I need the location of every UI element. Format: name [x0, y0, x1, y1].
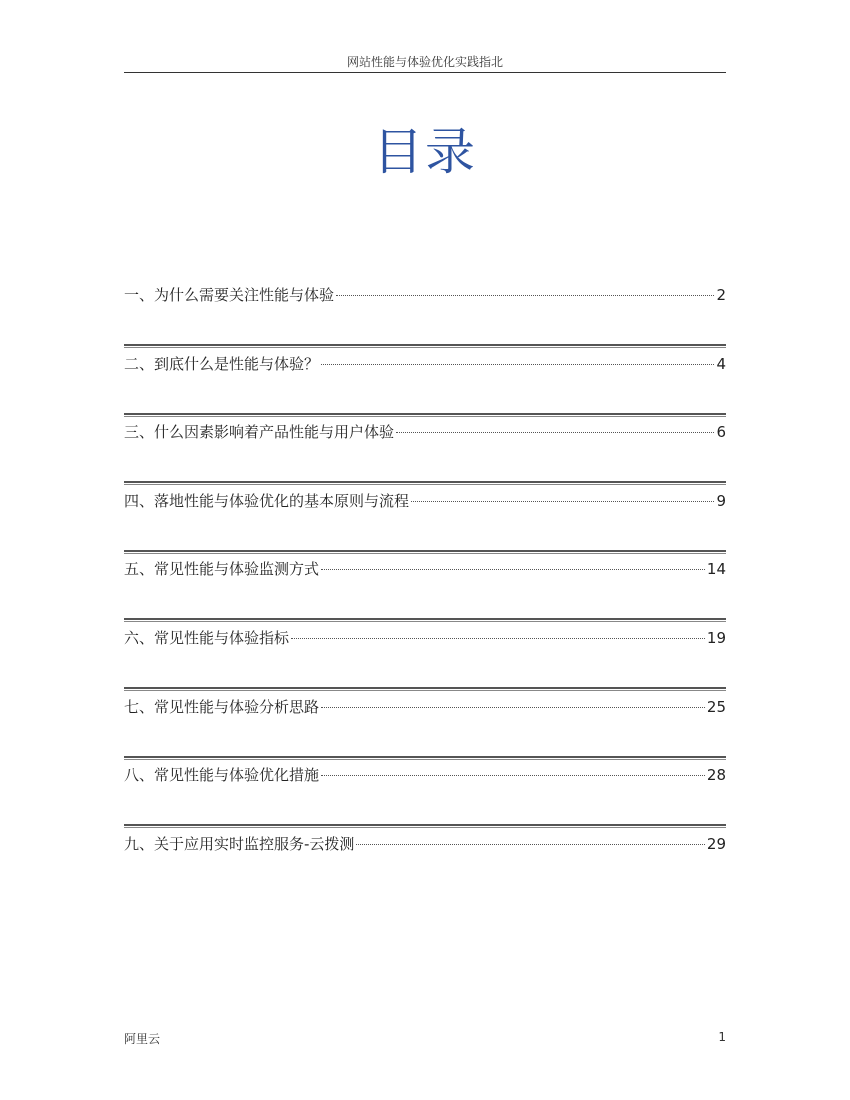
- toc-entry[interactable]: [124, 554, 726, 623]
- toc-entry-text: 一、为什么需要关注性能与体验: [124, 286, 335, 304]
- toc-page-number: 2: [716, 286, 726, 304]
- toc-leader: [321, 775, 705, 776]
- toc-leader: [321, 707, 705, 708]
- toc-entry-text: 五、常见性能与体验监测方式: [124, 560, 320, 579]
- toc-page-number: 6: [716, 423, 726, 442]
- toc-entry-text: 八、常见性能与体验优化措施: [124, 766, 320, 785]
- toc-entry-text: 二、到底什么是性能与体验？: [124, 354, 320, 373]
- running-header: 网站性能与体验优化实践指北: [346, 55, 503, 69]
- toc-entry-text: 七、常见性能与体验分析思路: [124, 697, 320, 716]
- toc-separator: [124, 481, 726, 485]
- toc-page-number: 25: [706, 697, 726, 716]
- table-of-contents: [124, 280, 726, 897]
- toc-separator: [124, 824, 726, 828]
- toc-entry[interactable]: [124, 760, 726, 829]
- toc-leader: [291, 638, 705, 639]
- toc-page-number: 19: [706, 628, 726, 647]
- toc-entry-text: 六、常见性能与体验指标: [124, 628, 290, 647]
- toc-leader: [336, 295, 714, 296]
- toc-entry[interactable]: [124, 623, 726, 692]
- toc-page-number: 4: [716, 354, 726, 373]
- toc-leader: [411, 501, 714, 502]
- toc-separator: [124, 413, 726, 417]
- footer-page-number: 1: [718, 1030, 726, 1044]
- toc-leader: [396, 432, 714, 433]
- toc-entry[interactable]: [124, 349, 726, 418]
- toc-leader: [321, 569, 705, 570]
- header-rule: [124, 72, 726, 73]
- toc-leader: [356, 844, 704, 845]
- toc-page-number: 9: [716, 491, 726, 510]
- toc-entry-text: 九、关于应用实时监控服务-云拨测: [124, 834, 355, 853]
- toc-entry[interactable]: [124, 417, 726, 486]
- toc-separator: [124, 687, 726, 691]
- toc-entry[interactable]: [124, 280, 726, 349]
- page-title: 目录: [373, 123, 477, 181]
- toc-entry[interactable]: [124, 486, 726, 555]
- toc-page-number: 29: [706, 834, 726, 853]
- toc-entry[interactable]: [124, 829, 726, 898]
- toc-separator: [124, 618, 726, 622]
- toc-page-number: 28: [706, 766, 726, 785]
- toc-separator: [124, 756, 726, 760]
- toc-entry-text: 四、落地性能与体验优化的基本原则与流程: [124, 491, 410, 510]
- toc-page-number: 14: [706, 560, 726, 579]
- toc-separator: [124, 550, 726, 554]
- toc-separator: [124, 344, 726, 348]
- toc-leader: [321, 364, 714, 365]
- toc-entry-text: 三、什么因素影响着产品性能与用户体验: [124, 423, 395, 442]
- footer-company: 阿里云: [124, 1032, 161, 1046]
- toc-entry[interactable]: [124, 692, 726, 761]
